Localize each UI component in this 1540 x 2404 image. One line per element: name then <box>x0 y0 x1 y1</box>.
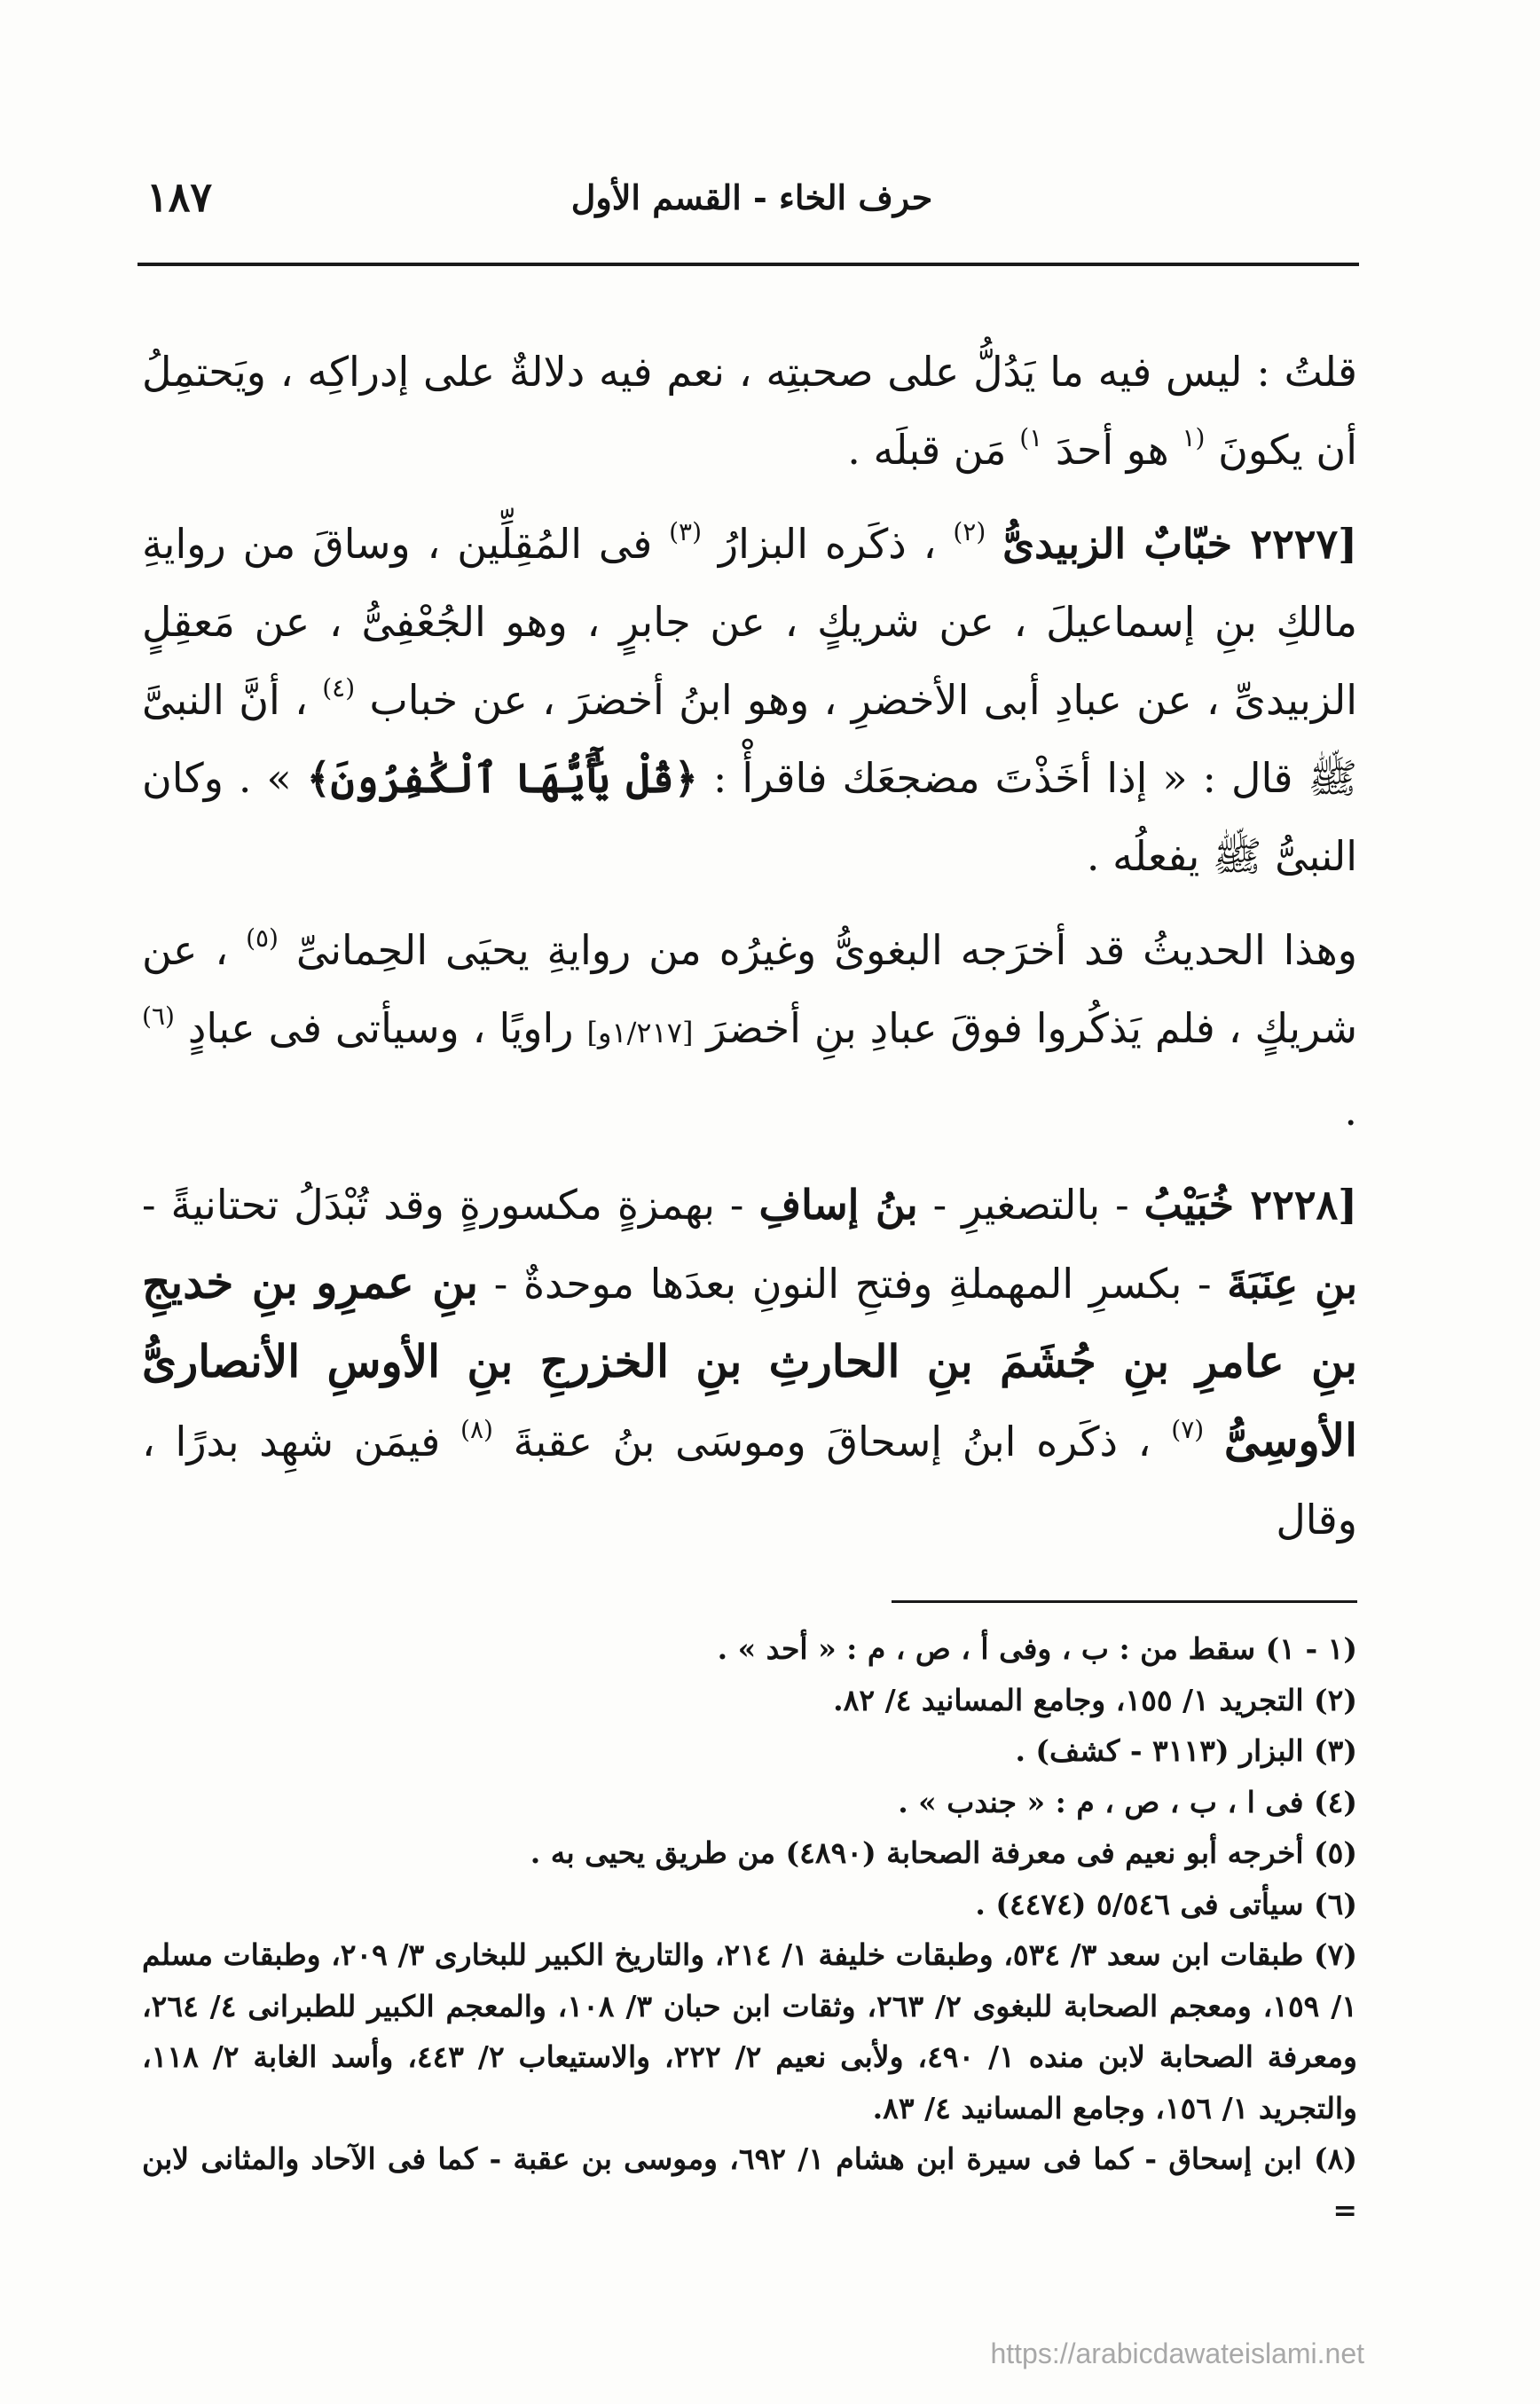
footnote-ref: (٢) <box>953 517 986 546</box>
header-divider <box>138 263 1359 266</box>
entry-2228: [٢٢٢٨ خُبَيْبُ - بالتصغيرِ - بنُ إسافِ - بهمزةٍ مكسورةٍ وقد تُبْدَلُ تحتانيةً - بنِ عِنَبَةَ - بكسرِ المهملةِ وفتحِ النونِ بعدَها موحدةٌ - بنِ عمرِو بنِ خديجِ بنِ عامرِ بنِ جُشَمَ بنِ الحارثِ بنِ الخزرجِ بنِ الأوسِ الأنصارىُّ الأوسِىُّ $^{(٧)}$ ، ذكَره ابنُ إسحاقَ وموسَى بنُ عقبةَ $^{(٨)}$ فيمَن شهِد بدرًا ، وقال <box>142 1181 1358 1544</box>
lineage: بنِ عمرِو بنِ خديجِ بنِ عامرِ بنِ جُشَمَ بنِ الحارثِ بنِ الخزرجِ بنِ الأوسِ الأنصارىُّ الأوسِىُّ <box>142 1256 1358 1466</box>
manuscript-ref: [١/٢١٧و] <box>586 1016 694 1049</box>
footnote: (١ - ١) سقط من : ب ، وفى أ ، ص ، م : « أحد » . <box>717 1631 1357 1666</box>
footnote-ref: (٤) <box>322 673 356 703</box>
footnote-ref: (٧) <box>1171 1415 1205 1444</box>
entry-heading: [٢٢٢٧ خبّابٌ الزبيدىُّ <box>1002 520 1357 568</box>
footnote: (٤) فى ا ، ب ، ص ، م : « جندب » . <box>898 1784 1357 1819</box>
footnote-ref: (١ <box>1182 423 1206 452</box>
paragraph-3: وهذا الحديثُ قد أخرَجه البغوىُّ وغيرُه من روايةِ يحيَى الحِمانىِّ $^{(٥)}$ ، عن شريكٍ ، فلم يَذكُروا فوقَ عبادِ بنِ أخضرَ [١/٢١٧و] راويًا ، وسيأتى فى عبادٍ $^{(٦)}$ . <box>142 923 1358 1135</box>
running-title: حرف الخاء - القسم الأول <box>570 177 933 217</box>
footnote-ref: (٣) <box>669 517 703 546</box>
footnote-ref: ١) <box>1019 423 1043 452</box>
entry-2227: [٢٢٢٧ خبّابٌ الزبيدىُّ $^{(٢)}$ ، ذكَره البزارُ $^{(٣)}$ فى المُقِلِّين ، وساقَ من روايةِ مالكِ بنِ إسماعيلَ ، عن شريكٍ ، عن جابرٍ ، وهو الجُعْفِىُّ ، عن مَعقِلٍ الزبيدىِّ ، عن عبادِ أبى الأخضرِ ، وهو ابنُ أخضرَ ، عن خباب $^{(٤)}$ ، أنَّ النبىَّ ﷺ قال : « إذا أخَذْتَ مضجعَك فاقرأْ : ﴿قُلْ يَٰٓأَيُّهَا ٱلْكَٰفِرُونَ﴾ » . وكان النبىُّ ﷺ يفعلُه . <box>142 517 1358 880</box>
footnote-ref: (٥) <box>246 923 279 953</box>
footnote: (٢) التجريد ١/ ١٥٥، وجامع المسانيد ٤/ ٨٢. <box>833 1682 1357 1717</box>
main-text <box>142 333 1357 1575</box>
footnote: (٧) طبقات ابن سعد ٣/ ٥٣٤، وطبقات خليفة ١/ ٢١٤، والتاريخ الكبير للبخارى ٣/ ٢٠٩، وطبقات مسلم ١/ ١٥٩، ومعجم الصحابة للبغوى ٢/ ٢٦٣، وثقات ابن حبان ٣/ ١٠٨، والمعجم الكبير للطبرانى ٤/ ٢٦٤، ومعرفة الصحابة لابن منده ١/ ٤٩٠، ولأبى نعيم ٢/ ٢٢٢، والاستيعاب ٢/ ٤٤٣، وأسد الغابة ٢/ ١١٨، والتجريد ١/ ١٥٦، وجامع المسانيد ٤/ ٨٣. <box>142 1937 1358 2125</box>
footnotes <box>142 1623 1357 2235</box>
page-number: ١٨٧ <box>146 173 213 221</box>
page-header <box>146 173 1357 235</box>
footnote: (٣) البزار (٣١١٣ - كشف) . <box>1015 1733 1357 1768</box>
footnote: (٥) أخرجه أبو نعيم فى معرفة الصحابة (٤٨٩٠) من طريق يحيى به . <box>530 1835 1357 1870</box>
footnote: (٨) ابن إسحاق - كما فى سيرة ابن هشام ١/ ٦٩٢، وموسى بن عقبة - كما فى الآحاد والمثانى لابن = <box>142 2141 1358 2227</box>
footnote: (٦) سيأتى فى ٥/٥٤٦ (٤٤٧٤) . <box>975 1886 1357 1921</box>
entry-heading: [٢٢٢٨ خُبَيْبُ <box>1143 1181 1357 1229</box>
paragraph-1: قلتُ : ليس فيه ما يَدُلُّ على صحبتِه ، نعم فيه دلالةٌ على إدراكِه ، ويَحتمِلُ أن يكونَ $^{(١}$ هو أحدَ $^{١)}$ مَن قبلَه . <box>142 348 1357 474</box>
footnote-divider <box>892 1600 1357 1603</box>
footnote-ref: (٨) <box>460 1415 493 1444</box>
quran-verse: ﴿قُلْ يَٰٓأَيُّهَا ٱلْكَٰفِرُونَ﴾ <box>306 754 698 802</box>
footnote-ref: (٦) <box>142 1002 175 1031</box>
watermark-url: https://arabicdawateislami.net <box>990 2337 1364 2369</box>
